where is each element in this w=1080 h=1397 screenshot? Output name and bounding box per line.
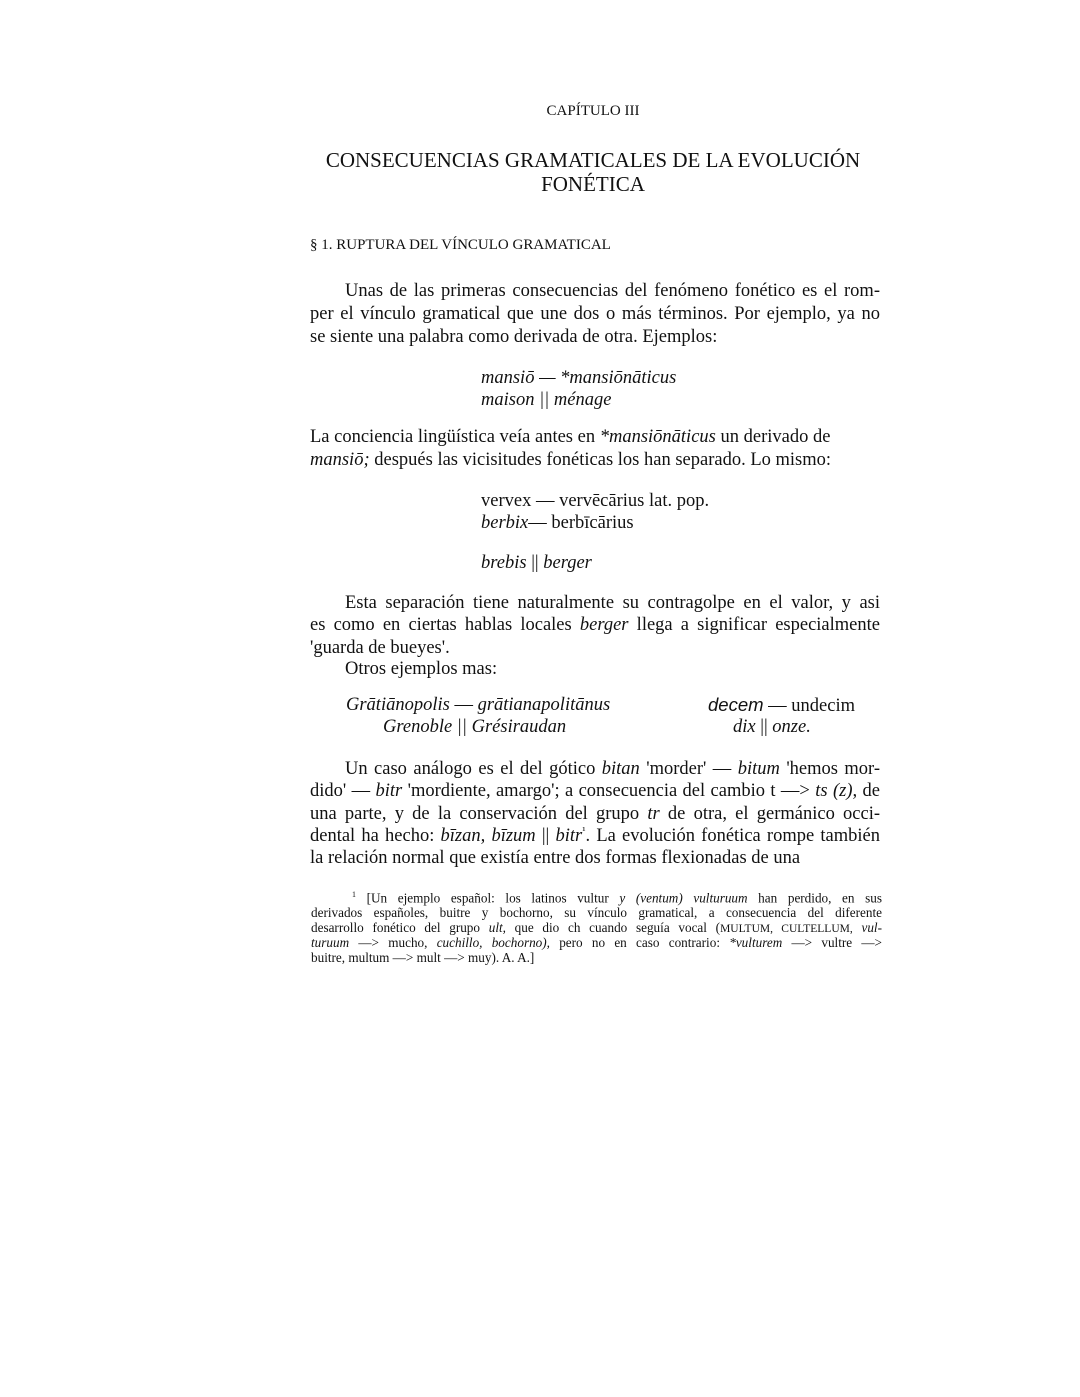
text-segment: mansiō; xyxy=(310,450,370,470)
text-segment: tr xyxy=(647,804,660,824)
text-segment: bitr xyxy=(555,826,583,847)
text-segment: bitan xyxy=(601,759,640,779)
text-segment: y (ventum) vulturuum xyxy=(619,890,748,906)
text-segment: desarrollo fonético del grupo xyxy=(311,920,489,935)
text-segment: || xyxy=(535,826,556,847)
text-segment: mansiō — *mansiōnāticus xyxy=(481,368,677,388)
text-line xyxy=(310,805,880,824)
text-segment: — undecim xyxy=(763,696,855,716)
text-line xyxy=(310,849,880,868)
text-segment: —> vultre —> xyxy=(782,935,882,950)
text-segment: grātianapolitānus xyxy=(477,695,611,715)
text-segment: — xyxy=(449,695,478,715)
text-line xyxy=(310,428,880,447)
text-segment: la relación normal que existía entre dos formas flexionadas de una xyxy=(310,848,801,868)
text-line xyxy=(345,760,880,779)
text-line xyxy=(310,782,880,801)
text-segment: se siente una palabra como derivada de otra. Ejemplos: xyxy=(310,327,718,347)
footnote-line xyxy=(311,936,882,949)
footnote-line xyxy=(311,951,882,964)
text-segment: después las vicisitudes fonéticas los han separado. Lo mismo: xyxy=(369,450,832,470)
text-segment: 'morder' — xyxy=(639,759,738,779)
text-line xyxy=(481,369,1051,388)
text-segment: un derivado de xyxy=(715,427,831,447)
text-segment: de otra, el germánico occi- xyxy=(659,804,880,824)
footnote-line xyxy=(311,906,882,919)
text-segment: dido' — xyxy=(310,781,376,801)
text-segment: cuchillo, bochorno), xyxy=(436,935,550,950)
text-line xyxy=(481,492,1051,511)
text-segment: han perdido, en sus xyxy=(747,890,882,906)
text-segment: MULTUM, CULTELLUM, xyxy=(720,923,853,935)
footnote-marker: ¹ xyxy=(582,825,586,837)
text-segment: berger xyxy=(543,553,592,573)
text-line xyxy=(345,660,915,679)
text-segment: turuum xyxy=(311,935,350,950)
text-segment: vervex — vervēcārius lat. pop. xyxy=(481,491,710,511)
text-segment: ult, xyxy=(488,920,506,935)
text-segment: llega a significar especialmente xyxy=(628,615,880,635)
text-segment: || xyxy=(526,553,544,573)
chapter-title-line-1: CONSECUENCIAS GRAMATICALES DE LA EVOLUCIÓN xyxy=(325,148,861,172)
text-segment: —> mucho, xyxy=(349,935,437,950)
text-segment: bitr xyxy=(375,781,403,801)
text-segment: Grātiānopolis xyxy=(346,695,450,715)
text-line xyxy=(481,391,1051,410)
text-segment: berbix xyxy=(481,513,529,533)
footnote-line xyxy=(352,891,882,905)
chapter-title-line-2: FONÉTICA xyxy=(541,172,645,196)
text-segment: ts (z), xyxy=(815,781,858,801)
text-segment: es como en ciertas hablas locales xyxy=(310,615,580,635)
text-segment: || xyxy=(755,717,773,737)
text-segment: — berbīcārius xyxy=(528,513,634,533)
text-line xyxy=(310,328,880,347)
text-segment: Unas de las primeras consecuencias del fenómeno fonético es el rom- xyxy=(345,281,880,301)
text-line xyxy=(310,639,880,658)
text-segment: Esta separación tiene naturalmente su contragolpe en el valor, y asi xyxy=(345,593,880,613)
text-line xyxy=(345,594,880,613)
text-line xyxy=(310,616,880,635)
text-segment: berger xyxy=(579,615,629,635)
text-segment: Grenoble || Grésiraudan xyxy=(383,717,567,737)
text-line xyxy=(345,282,880,301)
text-line xyxy=(310,305,880,324)
text-segment: 'guarda de bueyes'. xyxy=(310,638,450,658)
text-segment: decem xyxy=(708,694,764,715)
text-segment: Otros ejemplos mas: xyxy=(345,659,498,679)
text-segment: derivados españoles, buitre y bochorno, su vínculo gramatical, a consecuencia del diferente xyxy=(311,905,882,920)
text-line xyxy=(481,554,1051,573)
text-line xyxy=(310,451,880,470)
text-line xyxy=(733,718,1080,737)
text-line xyxy=(481,514,1051,533)
chapter-label: CAPÍTULO III xyxy=(546,103,640,119)
text-segment: [Un ejemplo español: los latinos vultur xyxy=(355,890,620,906)
footnote-line xyxy=(311,921,882,936)
text-segment: *vulturem xyxy=(729,935,783,950)
text-segment: 'hemos mor- xyxy=(779,759,880,779)
text-segment: vul- xyxy=(852,920,882,935)
text-segment: bitum xyxy=(737,759,780,779)
text-segment: per el vínculo gramatical que une dos o más términos. Por ejemplo, ya no xyxy=(310,304,880,324)
text-segment: buitre, multum —> mult —> muy). A. A.] xyxy=(311,950,535,965)
text-segment: brebis xyxy=(481,553,527,573)
text-line xyxy=(708,696,1080,716)
text-segment: . La evolución fonética rompe también xyxy=(585,826,880,847)
text-segment: 'mordiente, amargo'; a consecuencia del cambio t —> xyxy=(402,781,816,801)
text-segment: Un caso análogo es el del gótico xyxy=(345,759,602,779)
text-segment: una parte, y de la conservación del grupo xyxy=(310,804,648,824)
text-segment: dix xyxy=(733,717,756,737)
text-segment: bīzan, bīzum xyxy=(440,826,536,847)
text-segment: pero no en caso contrario: xyxy=(549,935,730,950)
text-line xyxy=(310,826,880,846)
text-segment: onze. xyxy=(772,717,811,737)
text-segment: dental ha hecho: xyxy=(310,826,441,847)
text-segment: *mansiōnāticus xyxy=(599,427,716,447)
section-heading: § 1. RUPTURA DEL VÍNCULO GRAMATICAL xyxy=(310,237,611,253)
text-segment: maison || ménage xyxy=(481,390,612,410)
footnote-marker: 1 xyxy=(352,890,356,899)
text-segment: de xyxy=(857,781,880,801)
text-segment: que dio ch cuando seguía vocal ( xyxy=(505,920,721,935)
text-segment: La conciencia lingüística veía antes en xyxy=(310,427,600,447)
